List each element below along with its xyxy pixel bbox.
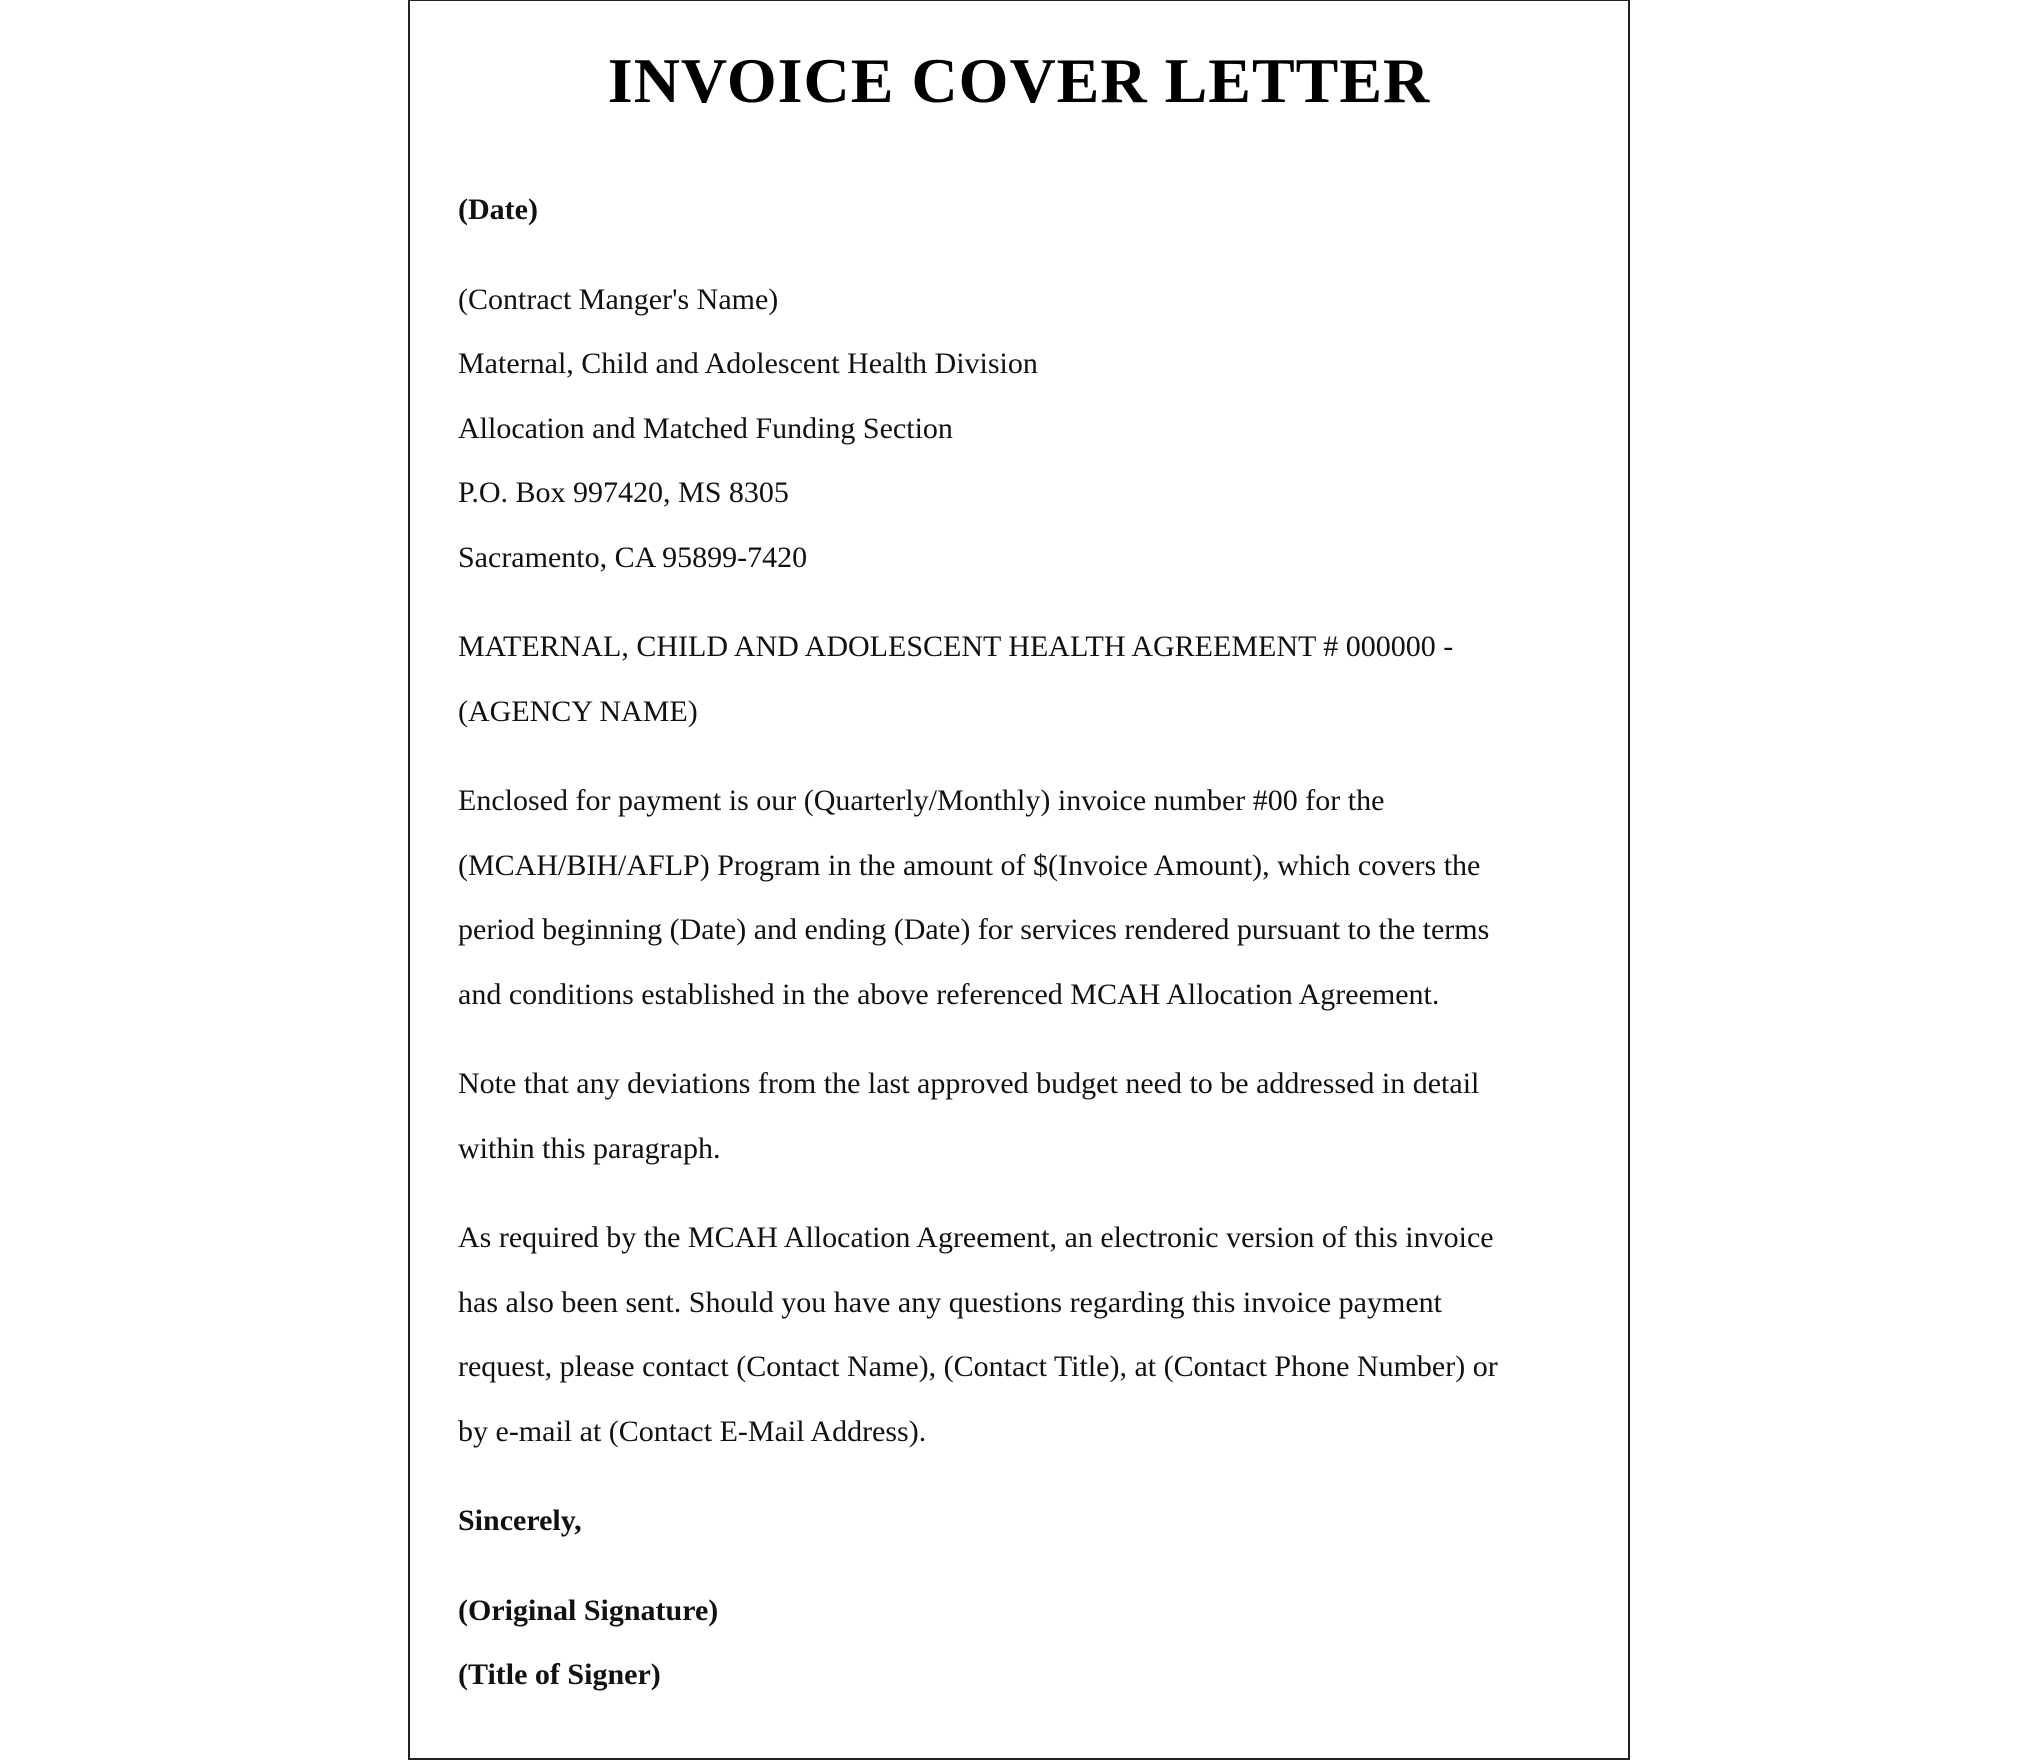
address-line: (Contract Manger's Name) <box>458 282 779 316</box>
paragraph-line: (MCAH/BIH/AFLP) Program in the amount of $(Invoice Amount), which covers the <box>458 848 1481 882</box>
paragraph-line: period beginning (Date) and ending (Date) for services rendered pursuant to the terms <box>458 913 1490 946</box>
spacer <box>458 1554 1588 1579</box>
paragraph-line: has also been sent. Should you have any questions regarding this invoice payment <box>458 1285 1442 1319</box>
paragraph-line: As required by the MCAH Allocation Agreement, an electronic version of this invoice <box>458 1221 1494 1254</box>
reference-line: MATERNAL, CHILD AND ADOLESCENT HEALTH AGREEMENT # 000000 - <box>458 630 1454 663</box>
paragraph-line: and conditions established in the above referenced MCAH Allocation Agreement. <box>458 977 1440 1011</box>
paragraph-line: within this paragraph. <box>458 1131 721 1165</box>
letter-body <box>458 178 1588 1708</box>
letter-title: INVOICE COVER LETTER <box>607 45 1431 116</box>
spacer <box>458 1464 1588 1489</box>
recipient-address <box>458 268 1588 591</box>
spacer <box>458 1027 1588 1052</box>
contact-paragraph <box>458 1206 1588 1464</box>
signature-line: (Original Signature) <box>458 1593 719 1627</box>
spacer <box>458 243 1588 268</box>
address-line: Sacramento, CA 95899-7420 <box>458 540 808 574</box>
paragraph-line: by e-mail at (Contact E-Mail Address). <box>458 1414 927 1448</box>
paragraph-line: Note that any deviations from the last approved budget need to be addressed in detail <box>458 1067 1480 1100</box>
spacer <box>458 744 1588 769</box>
paragraph-line: Enclosed for payment is our (Quarterly/Monthly) invoice number #00 for the <box>458 784 1385 817</box>
address-line: Maternal, Child and Adolescent Health Division <box>458 347 1038 380</box>
closing-line: Sincerely, <box>458 1504 582 1537</box>
spacer <box>458 1181 1588 1206</box>
address-line: P.O. Box 997420, MS 8305 <box>458 476 789 509</box>
date-line: (Date) <box>458 193 538 226</box>
deviation-paragraph <box>458 1052 1588 1181</box>
address-line: Allocation and Matched Funding Section <box>458 411 953 445</box>
paragraph-line: request, please contact (Contact Name), (Contact Title), at (Contact Phone Number) or <box>458 1350 1498 1383</box>
signer-title-line: (Title of Signer) <box>458 1658 661 1691</box>
spacer <box>458 590 1588 615</box>
letter-page <box>408 0 1630 1760</box>
payment-paragraph <box>458 769 1588 1027</box>
reference-line: (AGENCY NAME) <box>458 694 698 728</box>
agreement-reference <box>458 615 1588 744</box>
